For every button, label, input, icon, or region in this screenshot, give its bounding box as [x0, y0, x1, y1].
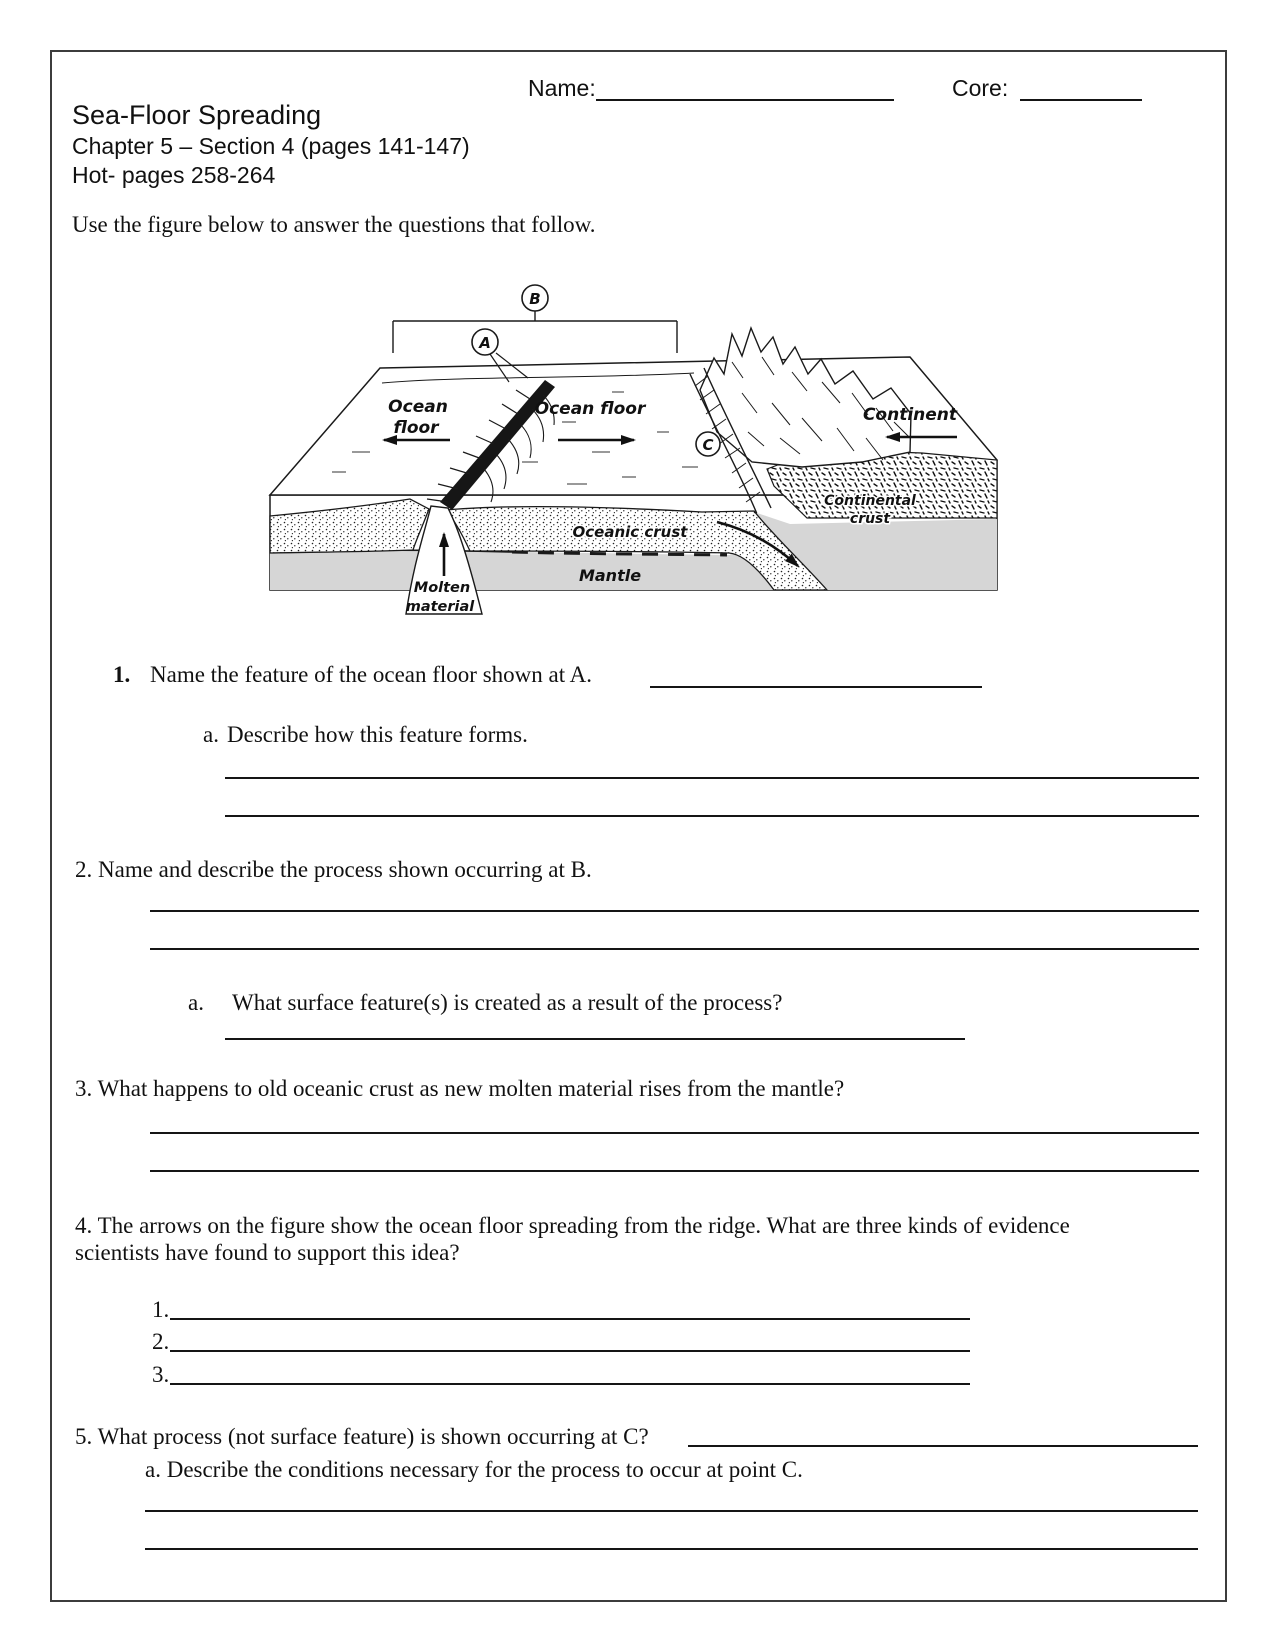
- q1a-label: a.: [203, 722, 219, 747]
- q3-answer-line-1[interactable]: [150, 1132, 1199, 1134]
- hot-pages-line: Hot- pages 258-264: [72, 162, 276, 188]
- chapter-line: Chapter 5 – Section 4 (pages 141-147): [72, 133, 470, 159]
- q2a-label: a.: [188, 990, 204, 1015]
- q5-text: 5. What process (not surface feature) is shown occurring at C?: [75, 1424, 649, 1449]
- q4-text: 4. The arrows on the figure show the ocean floor spreading from the ridge. What are three kinds of evidence scientists have found to support this idea?: [75, 1213, 1070, 1265]
- name-blank[interactable]: [596, 99, 894, 101]
- q4-item-3-line[interactable]: [170, 1383, 970, 1385]
- name-label: Name:: [528, 75, 596, 101]
- molten-label-line1: Molten: [413, 580, 471, 596]
- q2a-text: What surface feature(s) is created as a result of the process?: [232, 990, 783, 1015]
- q1a-answer-line-2[interactable]: [225, 815, 1199, 817]
- q2a-answer-line[interactable]: [225, 1038, 965, 1040]
- q1-answer-blank[interactable]: [650, 686, 982, 688]
- continental-crust-label-line2: crust: [849, 511, 891, 527]
- q4-item-3-number: 3.: [152, 1362, 170, 1387]
- q1-number: 1.: [113, 662, 131, 687]
- mantle-label: Mantle: [578, 566, 642, 585]
- q5-answer-blank[interactable]: [688, 1445, 1198, 1447]
- label-b: B: [529, 290, 541, 308]
- q4-item-1-number: 1.: [152, 1297, 170, 1322]
- oceanic-crust-label: Oceanic crust: [572, 523, 688, 541]
- label-a: A: [479, 334, 491, 352]
- q3-text: 3. What happens to old oceanic crust as new molten material rises from the mantle?: [75, 1076, 845, 1101]
- q3-answer-line-2[interactable]: [150, 1170, 1199, 1172]
- ocean-floor-left-label-line1: Ocean: [388, 397, 448, 417]
- q4-item-2-line[interactable]: [170, 1350, 970, 1352]
- instructions-text: Use the figure below to answer the questions that follow.: [72, 212, 596, 237]
- q1-text: Name the feature of the ocean floor shown at A.: [150, 662, 592, 687]
- sea-floor-diagram-svg: [262, 262, 1002, 622]
- ocean-floor-left-label-line2: floor: [393, 418, 439, 438]
- q5a-text: a. Describe the conditions necessary for the process to occur at point C.: [145, 1457, 803, 1482]
- q5a-answer-line-2[interactable]: [145, 1548, 1198, 1550]
- figure-diagram: [262, 262, 1002, 622]
- q5a-answer-line-1[interactable]: [145, 1510, 1198, 1512]
- b-bracket: [393, 311, 677, 353]
- q4-item-1-line[interactable]: [170, 1318, 970, 1320]
- q4-item-2-number: 2.: [152, 1329, 170, 1354]
- page-title: Sea-Floor Spreading: [72, 100, 322, 130]
- core-blank[interactable]: [1020, 99, 1142, 101]
- molten-label-line2: material: [405, 599, 475, 615]
- core-label: Core:: [952, 75, 1009, 101]
- continental-crust-label-line1: Continental: [824, 493, 916, 509]
- q2-answer-line-1[interactable]: [150, 910, 1199, 912]
- q2-answer-line-2[interactable]: [150, 948, 1199, 950]
- ocean-floor-mid-label: Ocean floor: [534, 399, 646, 419]
- q1a-answer-line-1[interactable]: [225, 777, 1199, 779]
- continent-label: Continent: [862, 405, 958, 425]
- q2-text: 2. Name and describe the process shown occurring at B.: [75, 857, 592, 882]
- q1a-text: Describe how this feature forms.: [227, 722, 528, 747]
- label-c: C: [702, 436, 714, 454]
